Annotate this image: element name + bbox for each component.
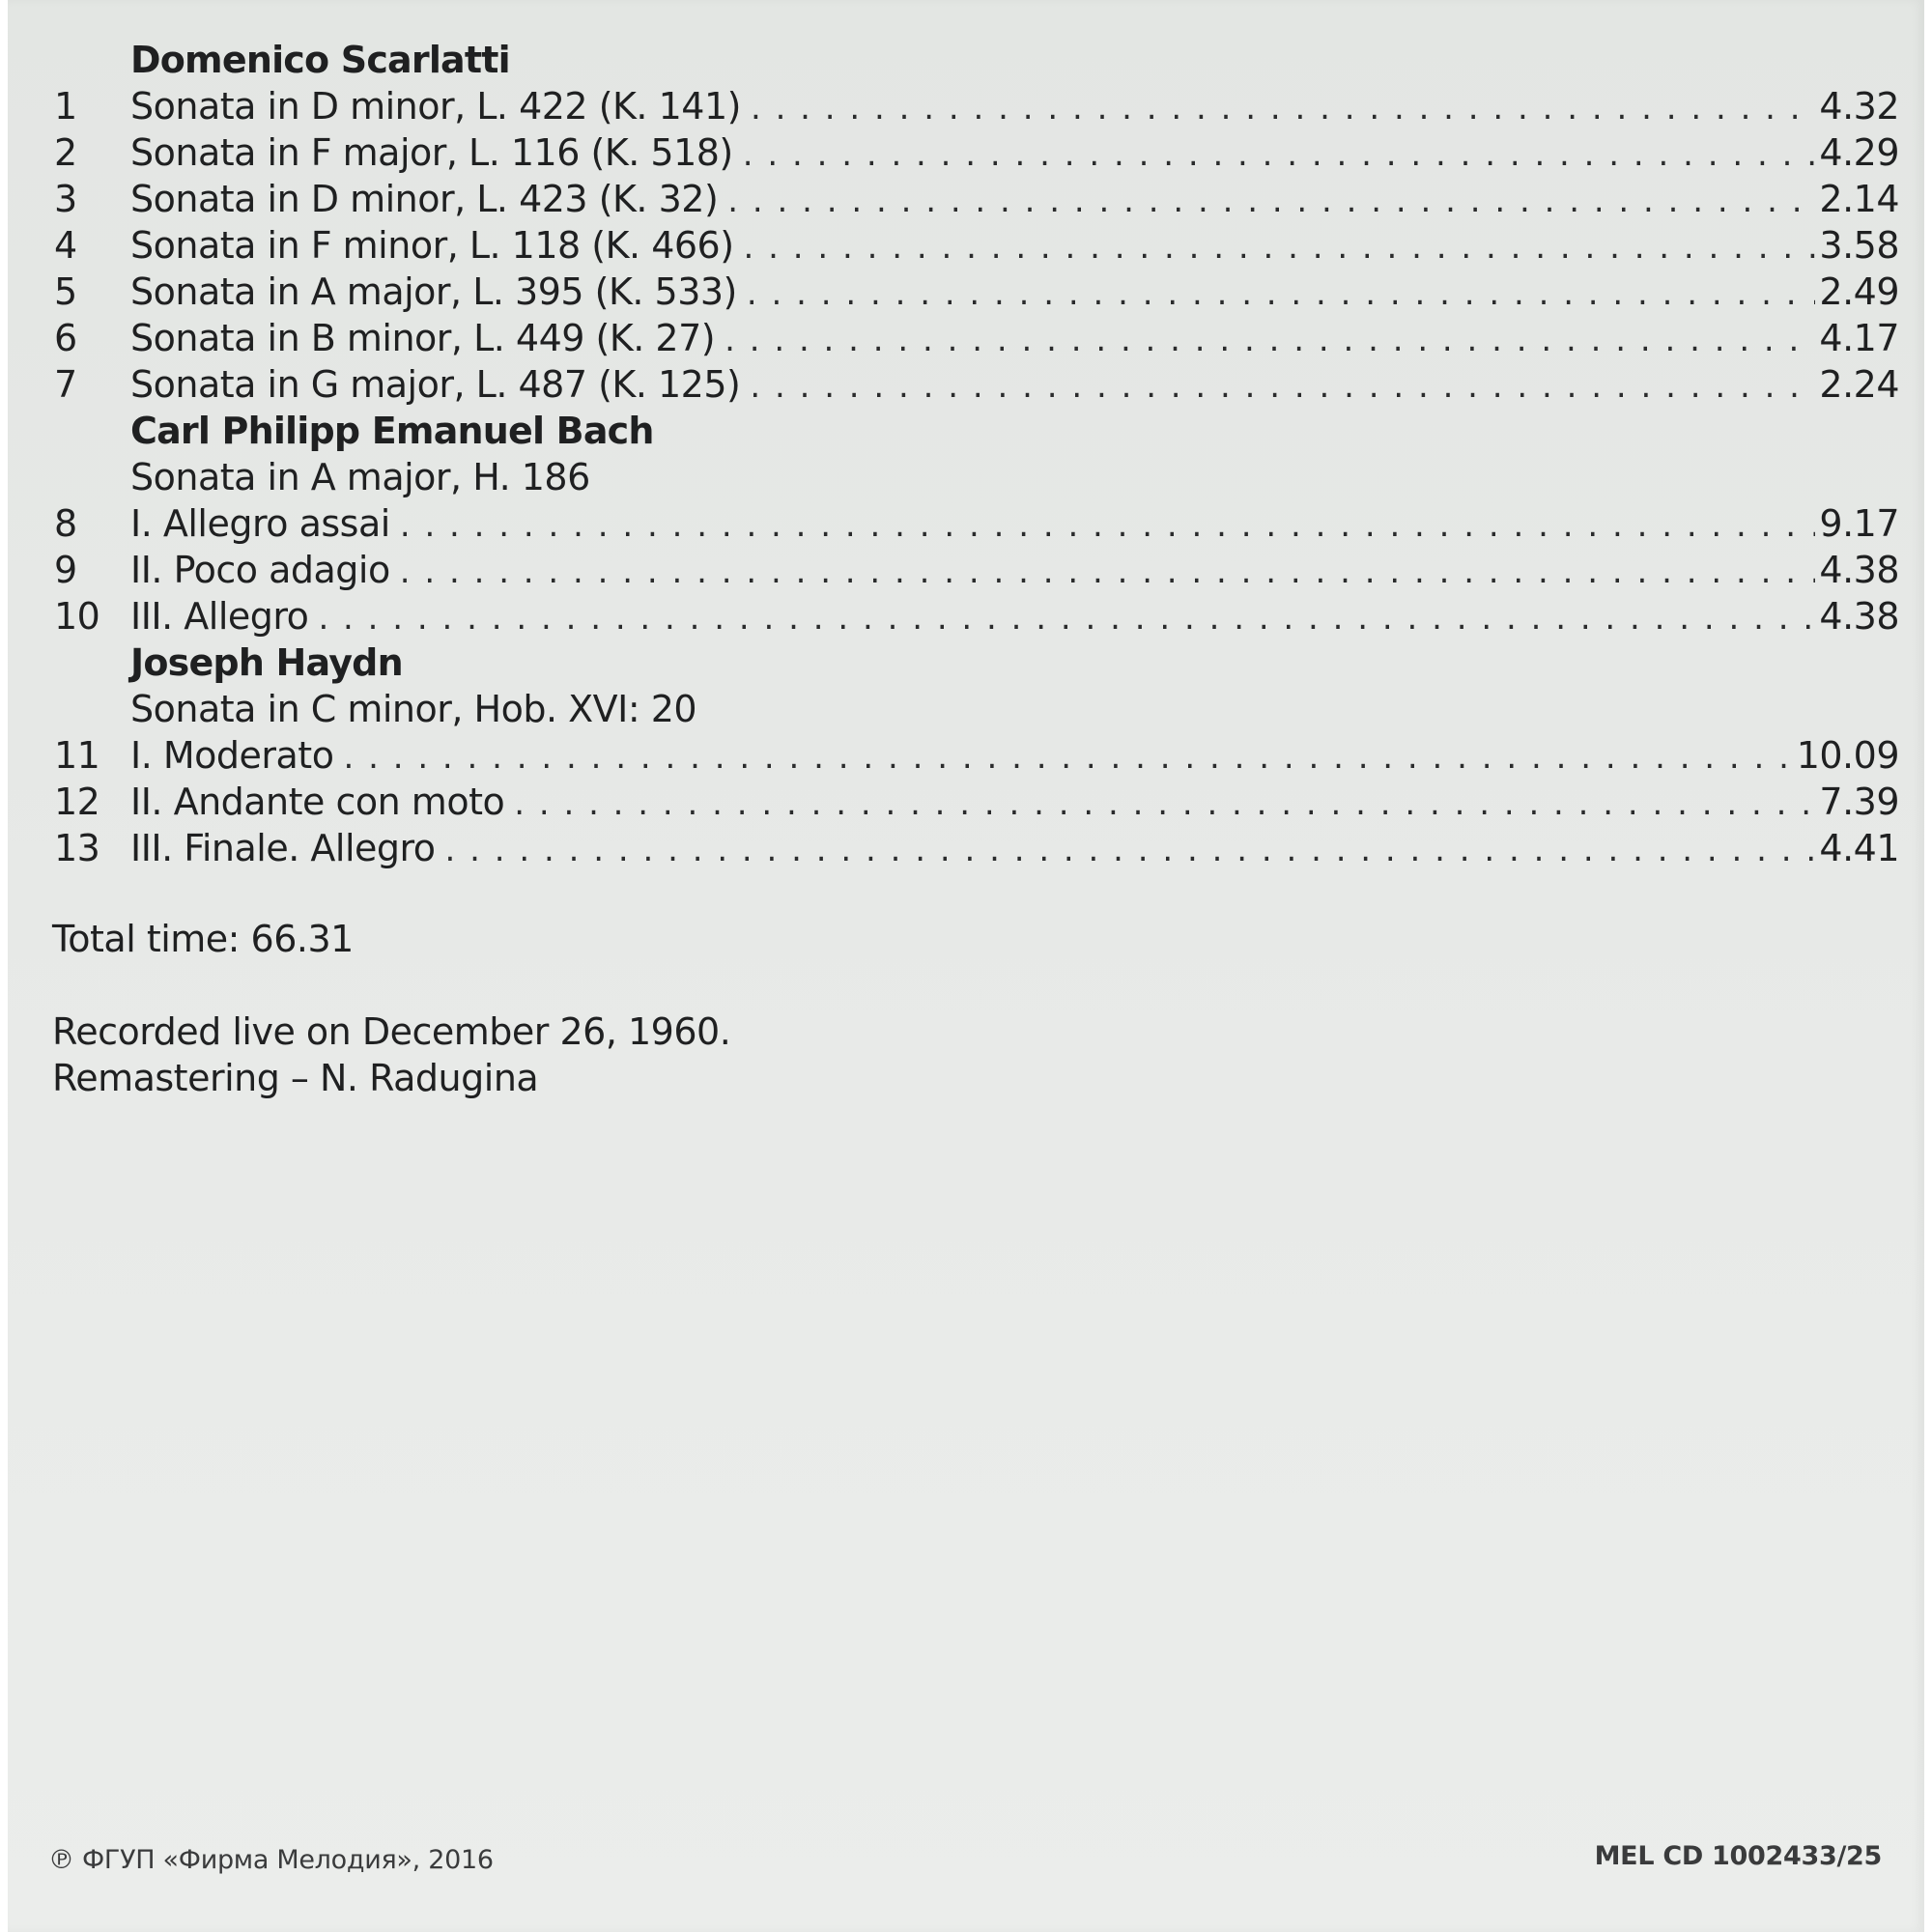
track-number: 5 (54, 270, 77, 313)
remastering-credit: Remastering – N. Radugina (52, 1057, 539, 1099)
track-duration: 4.41 (1819, 827, 1899, 869)
track-number: 3 (54, 178, 77, 220)
tracklist (44, 37, 1899, 871)
track-duration: 4.29 (1819, 131, 1899, 174)
track-number: 6 (54, 317, 77, 359)
track-row (44, 593, 1899, 639)
track-row (44, 361, 1899, 408)
copyright-notice: ℗ ФГУП «Фирма Мелодия», 2016 (48, 1845, 494, 1875)
track-number: 7 (54, 363, 77, 406)
composer-heading: Domenico Scarlatti (130, 39, 510, 81)
track-number: 13 (54, 827, 100, 869)
recording-date: Recorded live on December 26, 1960. (52, 1010, 731, 1053)
dot-leader (343, 734, 1792, 781)
track-number: 12 (54, 781, 100, 823)
track-number: 10 (54, 595, 100, 638)
track-duration: 2.24 (1819, 363, 1899, 406)
track-title: III. Finale. Allegro (130, 827, 436, 869)
track-title: Sonata in F major, L. 116 (K. 518) (130, 131, 733, 174)
track-title: III. Allegro (130, 595, 309, 638)
track-title: Sonata in D minor, L. 422 (K. 141) (130, 85, 741, 128)
track-duration: 3.58 (1819, 224, 1899, 267)
track-duration: 10.09 (1796, 734, 1899, 777)
track-duration: 4.38 (1819, 595, 1899, 638)
dot-leader (724, 317, 1815, 363)
track-duration: 7.39 (1819, 781, 1899, 823)
dot-leader (400, 502, 1816, 549)
dot-leader (400, 549, 1816, 595)
track-row (44, 129, 1899, 176)
composer-heading: Joseph Haydn (130, 641, 403, 684)
work-title: Sonata in A major, H. 186 (130, 456, 590, 498)
track-row (44, 176, 1899, 222)
dot-leader (744, 224, 1816, 270)
track-row (44, 732, 1899, 779)
dot-leader (751, 85, 1815, 131)
track-number: 1 (54, 85, 77, 128)
dot-leader (747, 270, 1816, 317)
track-title: II. Andante con moto (130, 781, 505, 823)
track-duration: 9.17 (1819, 502, 1899, 545)
dot-leader (750, 363, 1815, 410)
booklet-page (8, 0, 1924, 1932)
track-row (44, 547, 1899, 593)
track-number: 4 (54, 224, 77, 267)
track-duration: 4.17 (1819, 317, 1899, 359)
track-duration: 2.49 (1819, 270, 1899, 313)
dot-leader (727, 178, 1815, 224)
track-title: II. Poco adagio (130, 549, 390, 591)
track-title: Sonata in B minor, L. 449 (K. 27) (130, 317, 716, 359)
track-row (44, 315, 1899, 361)
work-title: Sonata in C minor, Hob. XVI: 20 (130, 688, 697, 730)
catalog-number: MEL CD 1002433/25 (1594, 1841, 1882, 1871)
track-row (44, 269, 1899, 315)
track-number: 11 (54, 734, 100, 777)
track-title: Sonata in D minor, L. 423 (K. 32) (130, 178, 719, 220)
track-title: Sonata in A major, L. 395 (K. 533) (130, 270, 737, 313)
track-row (44, 222, 1899, 269)
track-row (44, 83, 1899, 129)
dot-leader (318, 595, 1815, 641)
track-number: 9 (54, 549, 77, 591)
track-title: I. Moderato (130, 734, 334, 777)
track-row (44, 825, 1899, 871)
track-duration: 4.38 (1819, 549, 1899, 591)
track-row (44, 779, 1899, 825)
recording-notes (52, 916, 730, 1101)
dot-leader (743, 131, 1816, 178)
track-duration: 4.32 (1819, 85, 1899, 128)
track-title: Sonata in G major, L. 487 (K. 125) (130, 363, 741, 406)
total-time: Total time: 66.31 (52, 918, 354, 960)
track-title: I. Allegro assai (130, 502, 390, 545)
composer-heading: Carl Philipp Emanuel Bach (130, 410, 654, 452)
track-number: 2 (54, 131, 77, 174)
track-number: 8 (54, 502, 77, 545)
track-duration: 2.14 (1819, 178, 1899, 220)
dot-leader (514, 781, 1815, 827)
track-row (44, 500, 1899, 547)
track-title: Sonata in F minor, L. 118 (K. 466) (130, 224, 734, 267)
dot-leader (445, 827, 1816, 873)
